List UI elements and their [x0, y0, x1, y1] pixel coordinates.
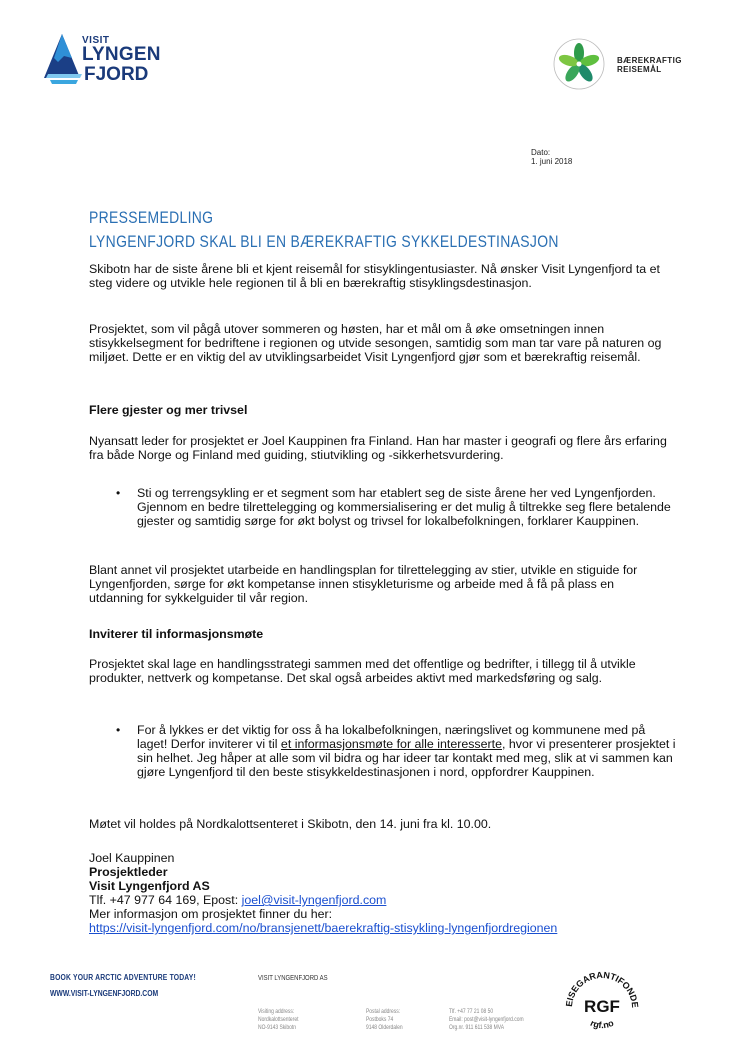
paragraph-6: Møtet vil holdes på Nordkalottsenteret i Skibotn, den 14. juni fra kl. 10.00.: [89, 817, 492, 831]
press-release-title: LYNGENFJORD SKAL BLI EN BÆREKRAFTIG SYKKELDESTINASJON: [89, 232, 559, 251]
email-link[interactable]: joel@visit-lyngenfjord.com: [241, 893, 387, 907]
rgf-ring-top-text: EISEGARANTIFONDE: [563, 969, 641, 1009]
signature-contact: [89, 893, 669, 907]
bullet-item-2: [107, 723, 676, 799]
visiting-line-1: Nordkalottsenteret: [258, 1016, 299, 1023]
footer-slogan: BOOK YOUR ARCTIC ADVENTURE TODAY!: [50, 973, 196, 982]
visit-lyngenfjord-logo: [44, 32, 174, 92]
footer-orgnr: Org.nr. 911 611 538 MVA: [449, 1024, 505, 1031]
footer-visiting-address: [258, 1008, 298, 1032]
bullet-2-post: , hvor vi presenterer prosjektet i sin helhet. Jeg håper at alle som vil bidra og har ideer tar kontakt med meg, slik at vi sammen kan gjøre Lyngenfjord til den beste stisykkeldestinasjonen i nord, oppfordrer Kauppinen.: [137, 737, 676, 779]
rgf-seal-logo: [562, 968, 642, 1040]
leaf-flower-icon: [553, 38, 605, 90]
footer-website-link[interactable]: WWW.VISIT-LYNGENFJORD.COM: [50, 989, 159, 998]
section-heading-2: Inviterer til informasjonsmøte: [89, 627, 264, 641]
rgf-ring-bottom-text: rgf.no: [588, 1017, 616, 1031]
signature-role: Prosjektleder: [89, 865, 168, 879]
paragraph-2: Prosjektet, som vil pågå utover sommeren og høsten, har et mål om å øke omsetningen innen stisykkelsegment for bedriftene i regionen og utvide sesongen, samtidig som man tar vare på naturen og miljøet. Dette er en viktig del av utviklingsarbeidet Visit Lyngenfjord gjør som et bærekraftig reisemål.: [89, 322, 662, 364]
rgf-center-text: RGF: [584, 997, 620, 1016]
logo-eco-line1: BÆREKRAFTIG: [617, 56, 682, 65]
postal-line-1: Postboks 74: [366, 1016, 394, 1023]
date-value: 1. juni 2018: [531, 157, 573, 166]
logo-fjord-text: FJORD: [84, 64, 149, 85]
signature-name: Joel Kauppinen: [89, 851, 175, 865]
logo-lyngen-text: LYNGEN: [82, 44, 161, 65]
footer-contact-info: [449, 1008, 524, 1032]
signature-block: [89, 851, 669, 935]
svg-text:rgf.no: [589, 1018, 616, 1031]
bullet-icon: •: [116, 486, 121, 500]
paragraph-4: Blant annet vil prosjektet utarbeide en handlingsplan for tilrettelegging av stier, utvikle en stiguide for Lyngenfjorden, sørge for økt kompetanse innen stisykleturisme og arbeide med å få på plass en utdanning for sykkelguider til vår region.: [89, 563, 638, 605]
bullet-text-2: [137, 723, 677, 779]
bullet-text-1: Sti og terrengsykling er et segment som har etablert seg de siste årene her ved Lyngenfjorden. Gjennom en bedre tilrettelegging og kommersialisering er det mulig å tiltrekke seg flere betalende gjester og samtidig sørge for økt bolyst og trivsel for lokalbefolkningen, forklarer Kauppinen.: [137, 486, 671, 528]
paragraph-3: Nyansatt leder for prosjektet er Joel Kauppinen fra Finland. Han har master i geografi og flere års erfaring fra både Norge og Finland med guiding, stiutvikling og -sikkerhetsvurdering.: [89, 434, 667, 462]
info-meeting-link[interactable]: et informasjonsmøte for alle interesserte: [280, 737, 502, 751]
date-label: Dato:: [531, 148, 551, 157]
mountain-logo-icon: [44, 32, 84, 88]
bullet-2-pre: For å lykkes er det viktig for oss å ha lokalbefolkningen, næringslivet og kommunene med på laget! Derfor inviterer vi til: [137, 723, 646, 751]
rgf-seal-icon: [562, 968, 642, 1040]
signature-org: Visit Lyngenfjord AS: [89, 879, 210, 893]
visiting-label: Visiting address:: [258, 1008, 295, 1015]
paragraph-1: Skibotn har de siste årene bli et kjent reisemål for stisyklingentusiaster. Nå ønsker Visit Lyngenfjord ta et steg videre og utvikle hele regionen til å bli en bærekraftig stisyklingsdestinasjon.: [89, 262, 660, 290]
baerekraftig-reisemal-logo: [553, 38, 703, 88]
logo-eco-line2: REISEMÅL: [617, 65, 662, 74]
footer-postal-address: [366, 1008, 403, 1032]
more-info-text: Mer informasjon om prosjektet finner du her:: [89, 907, 333, 921]
signature-phone: Tlf. +47 977 64 169, Epost:: [89, 893, 242, 907]
bullet-icon: •: [116, 723, 121, 737]
bullet-item-1: [107, 486, 671, 546]
logo-visit-text: VISIT: [82, 35, 110, 46]
postal-label: Postal address:: [366, 1008, 401, 1015]
paragraph-5: Prosjektet skal lage en handlingsstrategi sammen med det offentlige og bedrifter, i tillegg til å utvikle produkter, nettverk og kompetanse. Det skal også arbeides aktivt med markedsføring og salg.: [89, 657, 636, 685]
press-release-kicker: PRESSEMEDLING: [89, 208, 214, 227]
visiting-line-2: NO-9143 Skibotn: [258, 1024, 296, 1031]
footer-company-name: VISIT LYNGENFJORD AS: [258, 975, 328, 982]
section-heading-1: Flere gjester og mer trivsel: [89, 403, 248, 417]
project-url-link[interactable]: https://visit-lyngenfjord.com/no/bransjenett/baerekraftig-stisykling-lyngenfjordregionen: [89, 921, 558, 935]
postal-line-2: 9148 Olderdalen: [366, 1024, 403, 1031]
date-block: [531, 148, 572, 166]
footer-phone: Tlf. +47 77 21 08 50: [449, 1008, 494, 1015]
footer-email[interactable]: Email: post@visit-lyngenfjord.com: [449, 1016, 524, 1023]
